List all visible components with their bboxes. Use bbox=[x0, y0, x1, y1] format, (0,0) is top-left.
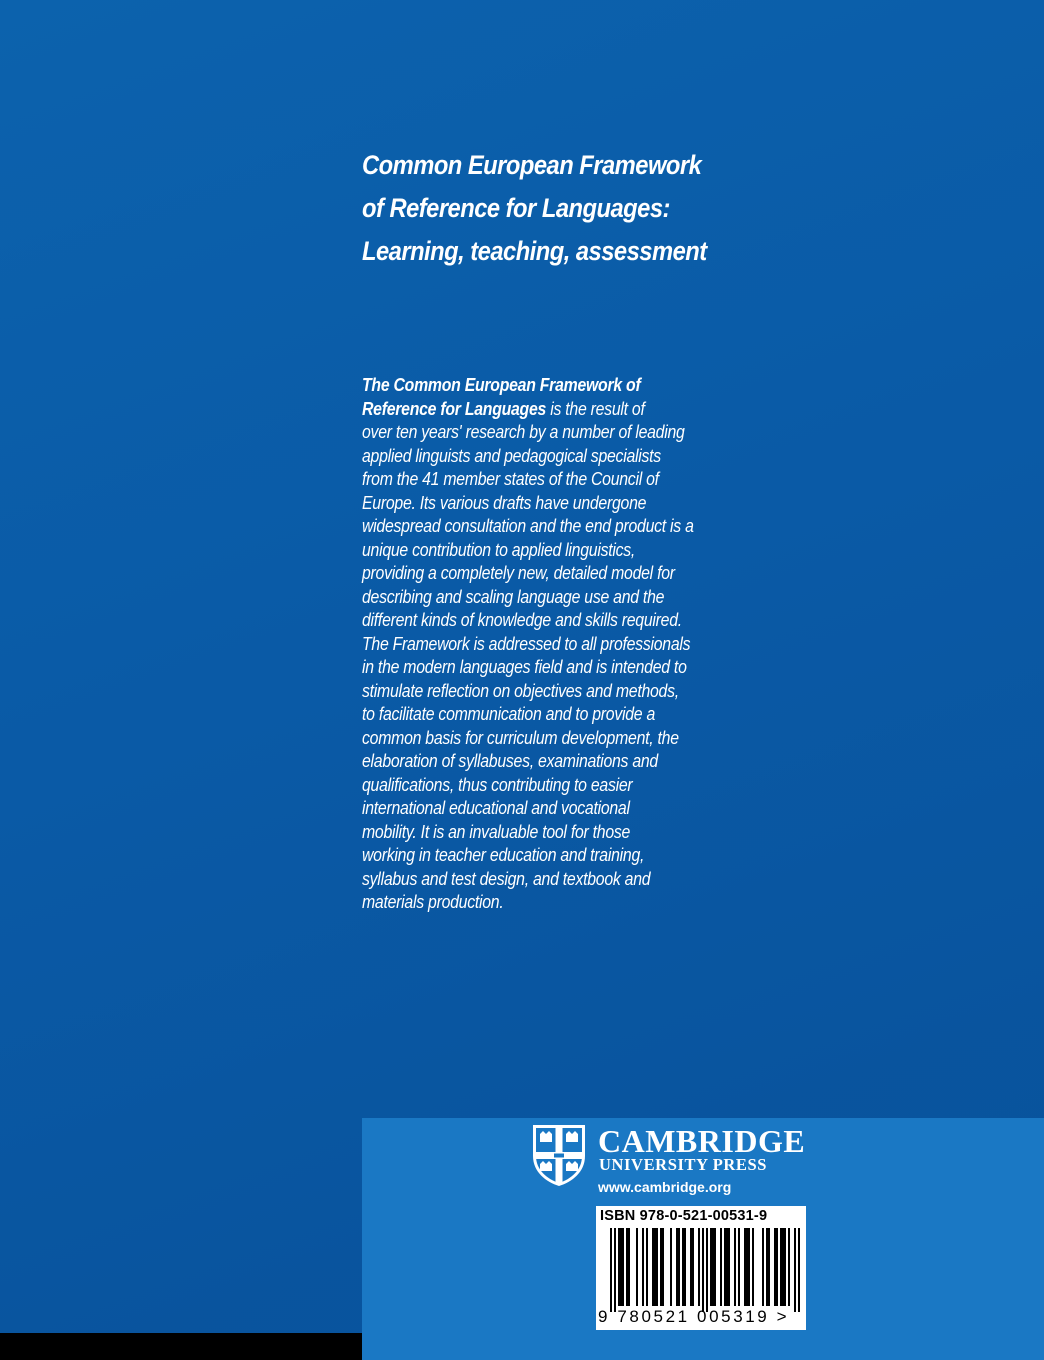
barcode-bar bbox=[712, 1228, 714, 1306]
barcode-bar bbox=[662, 1228, 664, 1306]
blurb-bold-line: Reference for Languages bbox=[362, 398, 547, 419]
barcode-bar bbox=[702, 1228, 704, 1312]
blurb-line: stimulate reflection on objectives and methods, bbox=[362, 680, 679, 701]
book-description bbox=[362, 374, 710, 915]
title-line: Common European Framework bbox=[362, 150, 702, 180]
barcode-bar bbox=[776, 1228, 778, 1306]
barcode-bar bbox=[746, 1228, 748, 1306]
spine-edge-strip bbox=[0, 1333, 362, 1360]
barcode-bar bbox=[788, 1228, 790, 1306]
blurb-line: Europe. Its various drafts have undergone bbox=[362, 492, 647, 513]
book-title bbox=[362, 144, 925, 273]
barcode-bar bbox=[782, 1228, 784, 1306]
title-line: Learning, teaching, assessment bbox=[362, 236, 707, 266]
blurb-line: The Framework is addressed to all professionals bbox=[362, 633, 691, 654]
barcode-bar bbox=[762, 1228, 764, 1306]
blurb-bold-line: The Common European Framework of bbox=[362, 375, 641, 395]
blurb-line: describing and scaling language use and the bbox=[362, 586, 665, 607]
blurb-line: is the result of bbox=[546, 398, 645, 419]
barcode-bar bbox=[768, 1228, 770, 1306]
blurb-line: providing a completely new, detailed model for bbox=[362, 563, 675, 583]
barcode-bar bbox=[610, 1228, 612, 1312]
barcode-bar bbox=[714, 1228, 716, 1306]
barcode-bar bbox=[710, 1228, 712, 1306]
barcode-bar bbox=[738, 1228, 740, 1306]
barcode-bar bbox=[618, 1228, 620, 1306]
barcode-bar bbox=[748, 1228, 750, 1306]
barcode-bar bbox=[698, 1228, 700, 1306]
isbn-label: ISBN 978-0-521-00531-9 bbox=[600, 1208, 768, 1224]
blurb-line: mobility. It is an invaluable tool for those bbox=[362, 821, 631, 842]
blurb-line: syllabus and test design, and textbook and bbox=[362, 868, 651, 889]
barcode-bar bbox=[726, 1228, 728, 1306]
blurb-line: materials production. bbox=[362, 892, 504, 912]
barcode-bar bbox=[774, 1228, 776, 1306]
barcode-bar bbox=[620, 1228, 622, 1306]
barcode-bar bbox=[646, 1228, 648, 1306]
blurb-line: working in teacher education and training, bbox=[362, 845, 645, 865]
barcode-bar bbox=[706, 1228, 708, 1312]
barcode-bar bbox=[626, 1228, 628, 1306]
blurb-line: in the modern languages field and is intended to bbox=[362, 657, 687, 677]
barcode-bar bbox=[652, 1228, 654, 1306]
barcode-bar bbox=[780, 1228, 782, 1306]
blurb-line: different kinds of knowledge and skills required. bbox=[362, 610, 682, 630]
blurb-line: widespread consultation and the end product is a bbox=[362, 516, 694, 536]
title-line: of Reference for Languages: bbox=[362, 193, 670, 223]
blurb-line: international educational and vocational bbox=[362, 798, 630, 818]
publisher-subname: UNIVERSITY PRESS bbox=[599, 1155, 768, 1174]
barcode-bar bbox=[656, 1228, 658, 1306]
barcode-bar bbox=[798, 1228, 800, 1312]
barcode-bar bbox=[642, 1228, 644, 1306]
university-crest-icon bbox=[530, 1122, 588, 1188]
barcode-bar bbox=[734, 1228, 736, 1306]
blurb-line: from the 41 member states of the Council of bbox=[362, 469, 659, 489]
ean-digits: 9 780521 005319 > bbox=[598, 1307, 790, 1326]
barcode-bar bbox=[654, 1228, 656, 1306]
blurb-line: applied linguists and pedagogical specialists bbox=[362, 445, 661, 466]
barcode-bar bbox=[678, 1228, 680, 1306]
blurb-line: qualifications, thus contributing to easier bbox=[362, 774, 633, 795]
blurb-line: to facilitate communication and to provide a bbox=[362, 704, 656, 724]
barcode-bar bbox=[784, 1228, 786, 1306]
barcode-bar bbox=[720, 1228, 722, 1306]
barcode-bar bbox=[660, 1228, 662, 1306]
barcode-bar bbox=[622, 1228, 624, 1306]
blurb-line: over ten years' research by a number of leading bbox=[362, 422, 685, 442]
barcode-bar bbox=[684, 1228, 686, 1306]
barcode-bar bbox=[682, 1228, 684, 1306]
barcode-bar bbox=[670, 1228, 672, 1306]
blurb-line: elaboration of syllabuses, examinations and bbox=[362, 751, 658, 771]
publisher-name: CAMBRIDGE bbox=[598, 1123, 806, 1159]
barcode-bar bbox=[744, 1228, 746, 1306]
barcode-bar bbox=[728, 1228, 730, 1306]
barcode-bar bbox=[636, 1228, 638, 1306]
barcode-bar bbox=[628, 1228, 630, 1306]
barcode-bar bbox=[676, 1228, 678, 1306]
barcode-bar bbox=[690, 1228, 692, 1306]
barcode-bar bbox=[766, 1228, 768, 1306]
barcode-bar bbox=[614, 1228, 616, 1312]
blurb-line: common basis for curriculum development, the bbox=[362, 727, 679, 748]
barcode-bar bbox=[724, 1228, 726, 1306]
isbn-barcode bbox=[596, 1206, 806, 1330]
barcode-bar bbox=[692, 1228, 694, 1306]
blurb-line: unique contribution to applied linguistics, bbox=[362, 539, 636, 560]
barcode-bar bbox=[752, 1228, 754, 1306]
publisher-website-link[interactable]: www.cambridge.org bbox=[598, 1179, 732, 1195]
barcode-bar bbox=[794, 1228, 796, 1312]
